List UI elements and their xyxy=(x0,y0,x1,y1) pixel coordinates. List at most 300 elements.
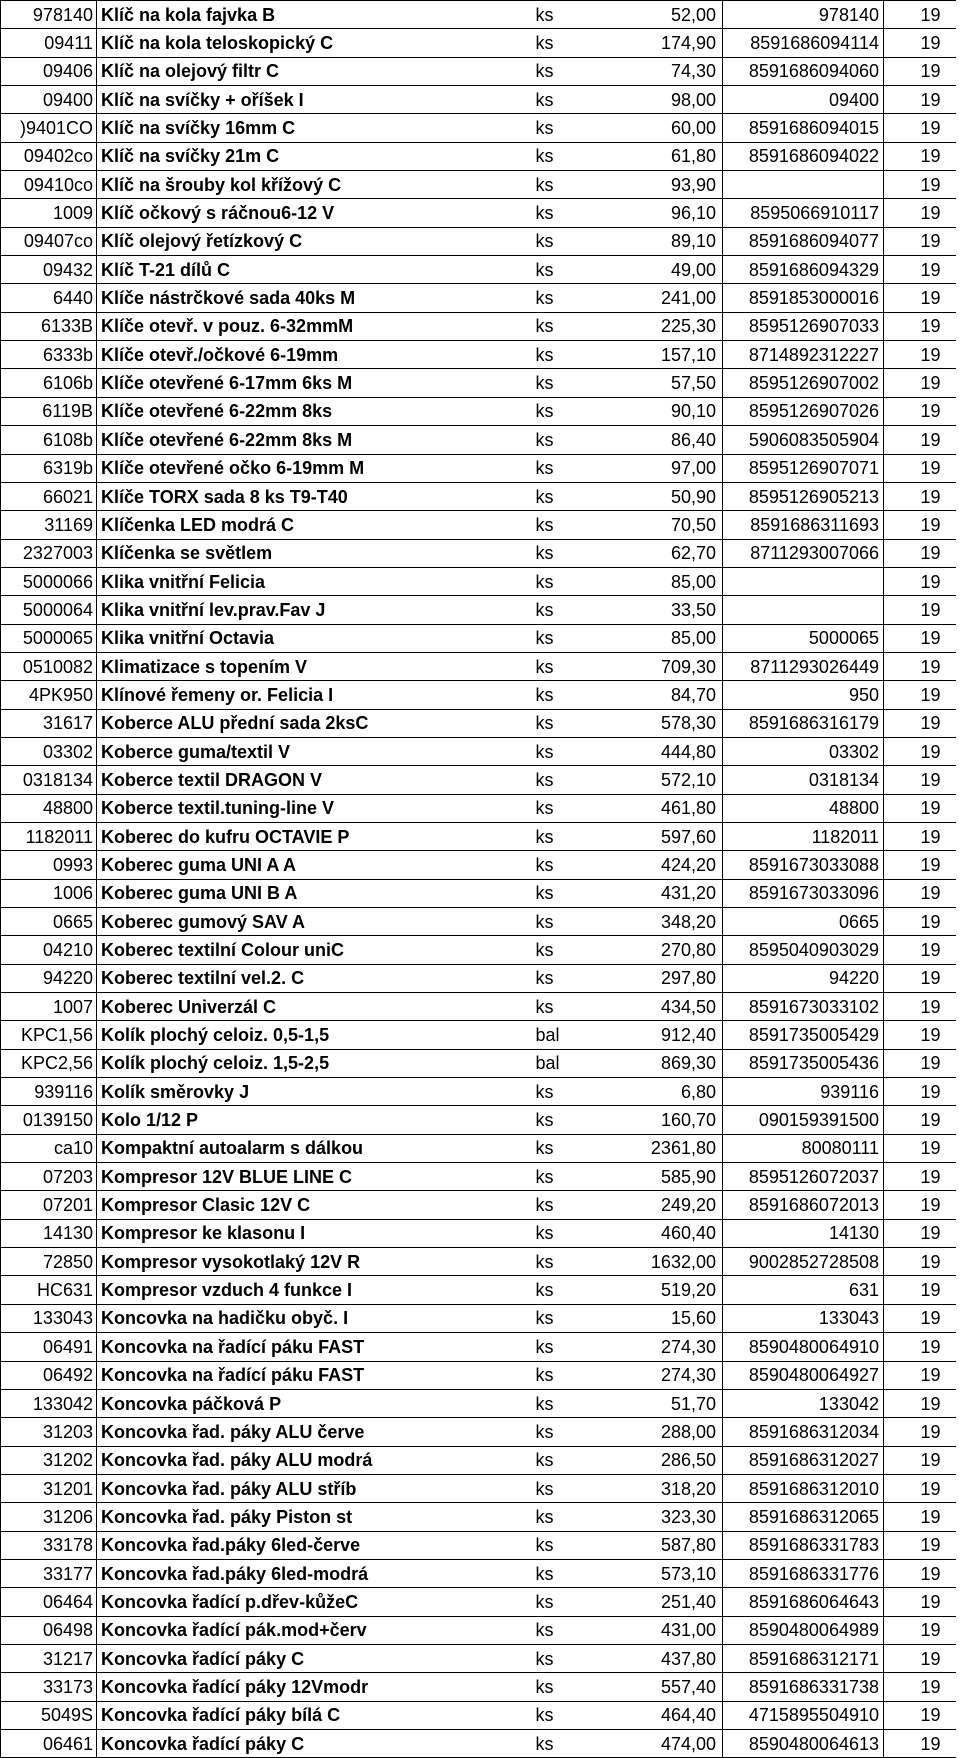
vat-rate-cell: 19 xyxy=(884,227,956,255)
product-code-cell: 09402co xyxy=(1,142,97,170)
vat-rate-cell: 19 xyxy=(884,1333,956,1361)
price-cell: 573,10 xyxy=(610,1559,723,1587)
unit-cell: ks xyxy=(532,1,610,29)
table-row xyxy=(1,1163,956,1191)
product-name-cell: Kolo 1/12 P xyxy=(97,1106,532,1134)
product-name-cell: Koberec guma UNI A A xyxy=(97,851,532,879)
unit-cell: ks xyxy=(532,114,610,142)
unit-cell: ks xyxy=(532,766,610,794)
price-cell: 70,50 xyxy=(610,511,723,539)
price-cell: 323,30 xyxy=(610,1503,723,1531)
product-name-cell: Klíče TORX sada 8 ks T9-T40 xyxy=(97,482,532,510)
vat-rate-cell: 19 xyxy=(884,312,956,340)
product-name-cell: Kompaktní autoalarm s dálkou xyxy=(97,1134,532,1162)
product-code-cell: 0318134 xyxy=(1,766,97,794)
product-code-cell: 33178 xyxy=(1,1531,97,1559)
unit-cell: ks xyxy=(532,256,610,284)
vat-rate-cell: 19 xyxy=(884,1446,956,1474)
unit-cell: ks xyxy=(532,86,610,114)
vat-rate-cell: 19 xyxy=(884,86,956,114)
product-name-cell: Koncovka řadící páky C xyxy=(97,1644,532,1672)
product-code-cell: 0510082 xyxy=(1,652,97,680)
vat-rate-cell: 19 xyxy=(884,426,956,454)
product-code-cell: 6333b xyxy=(1,341,97,369)
product-code-cell: 06491 xyxy=(1,1333,97,1361)
unit-cell: ks xyxy=(532,1701,610,1729)
price-cell: 709,30 xyxy=(610,652,723,680)
product-code-cell: 6119B xyxy=(1,397,97,425)
table-row xyxy=(1,794,956,822)
product-name-cell: Koncovka řadící p.dřev-kůžeC xyxy=(97,1588,532,1616)
table-row xyxy=(1,199,956,227)
price-cell: 444,80 xyxy=(610,737,723,765)
product-code-cell: 09410co xyxy=(1,171,97,199)
ean-code-cell: 8591686094077 xyxy=(723,227,884,255)
unit-cell: ks xyxy=(532,1644,610,1672)
product-name-cell: Koberce textil DRAGON V xyxy=(97,766,532,794)
vat-rate-cell: 19 xyxy=(884,652,956,680)
vat-rate-cell: 19 xyxy=(884,341,956,369)
price-cell: 52,00 xyxy=(610,1,723,29)
unit-cell: ks xyxy=(532,369,610,397)
ean-code-cell: 978140 xyxy=(723,1,884,29)
product-name-cell: Klíč na šrouby kol křížový C xyxy=(97,171,532,199)
unit-cell: ks xyxy=(532,454,610,482)
ean-code-cell xyxy=(723,171,884,199)
ean-code-cell: 8591686331776 xyxy=(723,1559,884,1587)
table-row xyxy=(1,596,956,624)
table-row xyxy=(1,397,956,425)
table-row xyxy=(1,29,956,57)
vat-rate-cell: 19 xyxy=(884,29,956,57)
unit-cell: ks xyxy=(532,908,610,936)
product-code-cell: 5000065 xyxy=(1,624,97,652)
product-name-cell: Koberec do kufru OCTAVIE P xyxy=(97,822,532,850)
price-cell: 51,70 xyxy=(610,1389,723,1417)
product-name-cell: Klika vnitřní lev.prav.Fav J xyxy=(97,596,532,624)
vat-rate-cell: 19 xyxy=(884,709,956,737)
product-name-cell: Koncovka řadící páky bílá C xyxy=(97,1701,532,1729)
product-code-cell: KPC1,56 xyxy=(1,1021,97,1049)
product-name-cell: Koncovka na řadící páku FAST xyxy=(97,1333,532,1361)
unit-cell: ks xyxy=(532,1078,610,1106)
unit-cell: ks xyxy=(532,1729,610,1757)
vat-rate-cell: 19 xyxy=(884,1361,956,1389)
table-row xyxy=(1,1248,956,1276)
unit-cell: ks xyxy=(532,1361,610,1389)
product-code-cell: )9401CO xyxy=(1,114,97,142)
price-cell: 251,40 xyxy=(610,1588,723,1616)
ean-code-cell: 8590480064989 xyxy=(723,1616,884,1644)
product-name-cell: Kolík plochý celoiz. 1,5-2,5 xyxy=(97,1049,532,1077)
vat-rate-cell: 19 xyxy=(884,1673,956,1701)
product-code-cell: 6440 xyxy=(1,284,97,312)
product-code-cell: 06492 xyxy=(1,1361,97,1389)
table-row xyxy=(1,1559,956,1587)
table-row xyxy=(1,1078,956,1106)
product-name-cell: Koncovka řadící pák.mod+červ xyxy=(97,1616,532,1644)
vat-rate-cell: 19 xyxy=(884,993,956,1021)
product-name-cell: Koberec Univerzál C xyxy=(97,993,532,1021)
product-code-cell: 07201 xyxy=(1,1191,97,1219)
product-code-cell: 31617 xyxy=(1,709,97,737)
product-name-cell: Koncovka řad.páky 6led-modrá xyxy=(97,1559,532,1587)
product-code-cell: 04210 xyxy=(1,936,97,964)
ean-code-cell: 1182011 xyxy=(723,822,884,850)
vat-rate-cell: 19 xyxy=(884,1701,956,1729)
table-row xyxy=(1,879,956,907)
price-cell: 274,30 xyxy=(610,1361,723,1389)
price-cell: 519,20 xyxy=(610,1276,723,1304)
ean-code-cell: 133043 xyxy=(723,1304,884,1332)
ean-code-cell: 090159391500 xyxy=(723,1106,884,1134)
product-name-cell: Klíče nástrčkové sada 40ks M xyxy=(97,284,532,312)
vat-rate-cell: 19 xyxy=(884,1503,956,1531)
price-cell: 50,90 xyxy=(610,482,723,510)
table-row xyxy=(1,1503,956,1531)
unit-cell: ks xyxy=(532,681,610,709)
table-row xyxy=(1,1588,956,1616)
product-name-cell: Klíč olejový řetízkový C xyxy=(97,227,532,255)
product-code-cell: 09406 xyxy=(1,57,97,85)
price-cell: 587,80 xyxy=(610,1531,723,1559)
table-row xyxy=(1,1446,956,1474)
price-list-body xyxy=(1,1,956,1758)
unit-cell: ks xyxy=(532,1333,610,1361)
table-row xyxy=(1,1,956,29)
unit-cell: ks xyxy=(532,284,610,312)
product-name-cell: Klíče otevřené očko 6-19mm M xyxy=(97,454,532,482)
table-row xyxy=(1,964,956,992)
product-code-cell: ca10 xyxy=(1,1134,97,1162)
product-code-cell: 33173 xyxy=(1,1673,97,1701)
product-name-cell: Koncovka řad. páky ALU modrá xyxy=(97,1446,532,1474)
vat-rate-cell: 19 xyxy=(884,482,956,510)
ean-code-cell: 03302 xyxy=(723,737,884,765)
vat-rate-cell: 19 xyxy=(884,1219,956,1247)
vat-rate-cell: 19 xyxy=(884,1729,956,1757)
unit-cell: ks xyxy=(532,1389,610,1417)
table-row xyxy=(1,57,956,85)
price-cell: 98,00 xyxy=(610,86,723,114)
product-name-cell: Kompresor Clasic 12V C xyxy=(97,1191,532,1219)
price-cell: 424,20 xyxy=(610,851,723,879)
product-code-cell: 6106b xyxy=(1,369,97,397)
price-cell: 2361,80 xyxy=(610,1134,723,1162)
table-row xyxy=(1,1333,956,1361)
unit-cell: ks xyxy=(532,227,610,255)
table-row xyxy=(1,1276,956,1304)
table-row xyxy=(1,1389,956,1417)
vat-rate-cell: 19 xyxy=(884,1078,956,1106)
product-code-cell: 48800 xyxy=(1,794,97,822)
table-row xyxy=(1,1531,956,1559)
price-cell: 585,90 xyxy=(610,1163,723,1191)
product-code-cell: 06498 xyxy=(1,1616,97,1644)
product-code-cell: 978140 xyxy=(1,1,97,29)
price-cell: 460,40 xyxy=(610,1219,723,1247)
vat-rate-cell: 19 xyxy=(884,1588,956,1616)
unit-cell: ks xyxy=(532,199,610,227)
product-code-cell: 06464 xyxy=(1,1588,97,1616)
ean-code-cell: 8591686312027 xyxy=(723,1446,884,1474)
product-code-cell: 31169 xyxy=(1,511,97,539)
product-code-cell: 2327003 xyxy=(1,539,97,567)
product-name-cell: Koncovka řadící páky C xyxy=(97,1729,532,1757)
product-name-cell: Kompresor vzduch 4 funkce I xyxy=(97,1276,532,1304)
unit-cell: ks xyxy=(532,1446,610,1474)
product-name-cell: Koncovka řad.páky 6led-červe xyxy=(97,1531,532,1559)
vat-rate-cell: 19 xyxy=(884,681,956,709)
vat-rate-cell: 19 xyxy=(884,171,956,199)
product-code-cell: 06461 xyxy=(1,1729,97,1757)
vat-rate-cell: 19 xyxy=(884,1163,956,1191)
price-cell: 912,40 xyxy=(610,1021,723,1049)
ean-code-cell: 8591735005429 xyxy=(723,1021,884,1049)
ean-code-cell: 8591686331738 xyxy=(723,1673,884,1701)
product-name-cell: Klíče otevřené 6-17mm 6ks M xyxy=(97,369,532,397)
table-row xyxy=(1,256,956,284)
ean-code-cell: 8591686094015 xyxy=(723,114,884,142)
ean-code-cell: 939116 xyxy=(723,1078,884,1106)
price-cell: 288,00 xyxy=(610,1418,723,1446)
unit-cell: ks xyxy=(532,1248,610,1276)
price-cell: 93,90 xyxy=(610,171,723,199)
price-cell: 557,40 xyxy=(610,1673,723,1701)
product-code-cell: 09411 xyxy=(1,29,97,57)
ean-code-cell: 133042 xyxy=(723,1389,884,1417)
unit-cell: ks xyxy=(532,851,610,879)
product-name-cell: Koncovka řadící páky 12Vmodr xyxy=(97,1673,532,1701)
unit-cell: ks xyxy=(532,397,610,425)
unit-cell: ks xyxy=(532,1219,610,1247)
unit-cell: ks xyxy=(532,482,610,510)
product-name-cell: Koncovka na řadící páku FAST xyxy=(97,1361,532,1389)
price-cell: 241,00 xyxy=(610,284,723,312)
product-code-cell: 1182011 xyxy=(1,822,97,850)
product-name-cell: Klínové řemeny or. Felicia I xyxy=(97,681,532,709)
unit-cell: ks xyxy=(532,794,610,822)
price-cell: 270,80 xyxy=(610,936,723,964)
vat-rate-cell: 19 xyxy=(884,567,956,595)
ean-code-cell: 8595126907002 xyxy=(723,369,884,397)
unit-cell: ks xyxy=(532,312,610,340)
table-row xyxy=(1,511,956,539)
vat-rate-cell: 19 xyxy=(884,1559,956,1587)
vat-rate-cell: 19 xyxy=(884,1389,956,1417)
product-code-cell: 31217 xyxy=(1,1644,97,1672)
vat-rate-cell: 19 xyxy=(884,1134,956,1162)
vat-rate-cell: 19 xyxy=(884,1049,956,1077)
price-cell: 90,10 xyxy=(610,397,723,425)
ean-code-cell: 8595126072037 xyxy=(723,1163,884,1191)
table-row xyxy=(1,567,956,595)
price-cell: 49,00 xyxy=(610,256,723,284)
unit-cell: ks xyxy=(532,1616,610,1644)
table-row xyxy=(1,1644,956,1672)
product-name-cell: Klíč na kola teloskopický C xyxy=(97,29,532,57)
product-code-cell: 09400 xyxy=(1,86,97,114)
table-row xyxy=(1,482,956,510)
product-code-cell: 09432 xyxy=(1,256,97,284)
unit-cell: ks xyxy=(532,624,610,652)
unit-cell: ks xyxy=(532,596,610,624)
unit-cell: ks xyxy=(532,171,610,199)
ean-code-cell: 8591853000016 xyxy=(723,284,884,312)
vat-rate-cell: 19 xyxy=(884,1276,956,1304)
ean-code-cell: 8714892312227 xyxy=(723,341,884,369)
product-code-cell: 6108b xyxy=(1,426,97,454)
vat-rate-cell: 19 xyxy=(884,908,956,936)
price-cell: 85,00 xyxy=(610,567,723,595)
product-code-cell: 6319b xyxy=(1,454,97,482)
vat-rate-cell: 19 xyxy=(884,1474,956,1502)
ean-code-cell: 9002852728508 xyxy=(723,1248,884,1276)
ean-code-cell xyxy=(723,567,884,595)
product-code-cell: 1007 xyxy=(1,993,97,1021)
unit-cell: ks xyxy=(532,1418,610,1446)
ean-code-cell: 8591686094329 xyxy=(723,256,884,284)
product-code-cell: 09407co xyxy=(1,227,97,255)
vat-rate-cell: 19 xyxy=(884,369,956,397)
product-name-cell: Kompresor ke klasonu I xyxy=(97,1219,532,1247)
price-cell: 249,20 xyxy=(610,1191,723,1219)
product-code-cell: 0665 xyxy=(1,908,97,936)
product-code-cell: KPC2,56 xyxy=(1,1049,97,1077)
table-row xyxy=(1,624,956,652)
product-code-cell: 5000064 xyxy=(1,596,97,624)
price-cell: 33,50 xyxy=(610,596,723,624)
product-code-cell: 31201 xyxy=(1,1474,97,1502)
ean-code-cell: 8590480064910 xyxy=(723,1333,884,1361)
ean-code-cell: 8591673033088 xyxy=(723,851,884,879)
product-name-cell: Koncovka řad. páky ALU červe xyxy=(97,1418,532,1446)
vat-rate-cell: 19 xyxy=(884,851,956,879)
table-row xyxy=(1,1106,956,1134)
table-row xyxy=(1,1418,956,1446)
ean-code-cell: 8591686311693 xyxy=(723,511,884,539)
table-row xyxy=(1,426,956,454)
price-cell: 74,30 xyxy=(610,57,723,85)
product-name-cell: Koberec gumový SAV A xyxy=(97,908,532,936)
vat-rate-cell: 19 xyxy=(884,737,956,765)
ean-code-cell: 8590480064613 xyxy=(723,1729,884,1757)
product-code-cell: HC631 xyxy=(1,1276,97,1304)
product-name-cell: Koncovka na hadičku obyč. I xyxy=(97,1304,532,1332)
unit-cell: ks xyxy=(532,993,610,1021)
vat-rate-cell: 19 xyxy=(884,539,956,567)
unit-cell: ks xyxy=(532,1588,610,1616)
product-code-cell: 14130 xyxy=(1,1219,97,1247)
table-row xyxy=(1,1191,956,1219)
product-code-cell: 6133B xyxy=(1,312,97,340)
table-row xyxy=(1,1021,956,1049)
ean-code-cell: 94220 xyxy=(723,964,884,992)
ean-code-cell: 8591686094114 xyxy=(723,29,884,57)
price-cell: 174,90 xyxy=(610,29,723,57)
price-cell: 157,10 xyxy=(610,341,723,369)
price-cell: 57,50 xyxy=(610,369,723,397)
product-code-cell: 72850 xyxy=(1,1248,97,1276)
product-name-cell: Koberce ALU přední sada 2ksC xyxy=(97,709,532,737)
product-name-cell: Koberce guma/textil V xyxy=(97,737,532,765)
ean-code-cell: 8595066910117 xyxy=(723,199,884,227)
vat-rate-cell: 19 xyxy=(884,397,956,425)
vat-rate-cell: 19 xyxy=(884,1106,956,1134)
product-name-cell: Koncovka řad. páky Piston st xyxy=(97,1503,532,1531)
ean-code-cell: 8595040903029 xyxy=(723,936,884,964)
unit-cell: ks xyxy=(532,142,610,170)
price-cell: 89,10 xyxy=(610,227,723,255)
ean-code-cell: 48800 xyxy=(723,794,884,822)
product-name-cell: Klíč na svíčky 16mm C xyxy=(97,114,532,142)
product-name-cell: Klíč na olejový filtr C xyxy=(97,57,532,85)
vat-rate-cell: 19 xyxy=(884,596,956,624)
table-row xyxy=(1,1474,956,1502)
price-cell: 431,20 xyxy=(610,879,723,907)
ean-code-cell: 0318134 xyxy=(723,766,884,794)
ean-code-cell xyxy=(723,596,884,624)
table-row xyxy=(1,652,956,680)
unit-cell: ks xyxy=(532,341,610,369)
product-name-cell: Koberec textilní Colour uniC xyxy=(97,936,532,964)
unit-cell: ks xyxy=(532,1474,610,1502)
price-cell: 61,80 xyxy=(610,142,723,170)
product-code-cell: 133042 xyxy=(1,1389,97,1417)
table-row xyxy=(1,936,956,964)
vat-rate-cell: 19 xyxy=(884,964,956,992)
product-code-cell: 1009 xyxy=(1,199,97,227)
product-name-cell: Klíče otevř. v pouz. 6-32mmM xyxy=(97,312,532,340)
product-code-cell: 0139150 xyxy=(1,1106,97,1134)
product-name-cell: Kolík směrovky J xyxy=(97,1078,532,1106)
vat-rate-cell: 19 xyxy=(884,511,956,539)
product-name-cell: Klíč na svíčky 21m C xyxy=(97,142,532,170)
ean-code-cell: 8591686094022 xyxy=(723,142,884,170)
table-row xyxy=(1,227,956,255)
ean-code-cell: 8591673033096 xyxy=(723,879,884,907)
table-row xyxy=(1,993,956,1021)
ean-code-cell: 8595126905213 xyxy=(723,482,884,510)
unit-cell: ks xyxy=(532,57,610,85)
product-name-cell: Klíč očkový s ráčnou6-12 V xyxy=(97,199,532,227)
unit-cell: ks xyxy=(532,1559,610,1587)
vat-rate-cell: 19 xyxy=(884,1616,956,1644)
price-cell: 431,00 xyxy=(610,1616,723,1644)
table-row xyxy=(1,114,956,142)
vat-rate-cell: 19 xyxy=(884,454,956,482)
product-code-cell: 31203 xyxy=(1,1418,97,1446)
table-row xyxy=(1,1361,956,1389)
product-name-cell: Koncovka páčková P xyxy=(97,1389,532,1417)
product-name-cell: Kompresor vysokotlaký 12V R xyxy=(97,1248,532,1276)
unit-cell: ks xyxy=(532,737,610,765)
table-row xyxy=(1,1616,956,1644)
vat-rate-cell: 19 xyxy=(884,822,956,850)
ean-code-cell: 8590480064927 xyxy=(723,1361,884,1389)
price-cell: 572,10 xyxy=(610,766,723,794)
price-cell: 297,80 xyxy=(610,964,723,992)
unit-cell: ks xyxy=(532,709,610,737)
ean-code-cell: 0665 xyxy=(723,908,884,936)
table-row xyxy=(1,284,956,312)
product-code-cell: 07203 xyxy=(1,1163,97,1191)
table-row xyxy=(1,851,956,879)
unit-cell: ks xyxy=(532,1163,610,1191)
vat-rate-cell: 19 xyxy=(884,284,956,312)
ean-code-cell: 8711293007066 xyxy=(723,539,884,567)
table-row xyxy=(1,86,956,114)
